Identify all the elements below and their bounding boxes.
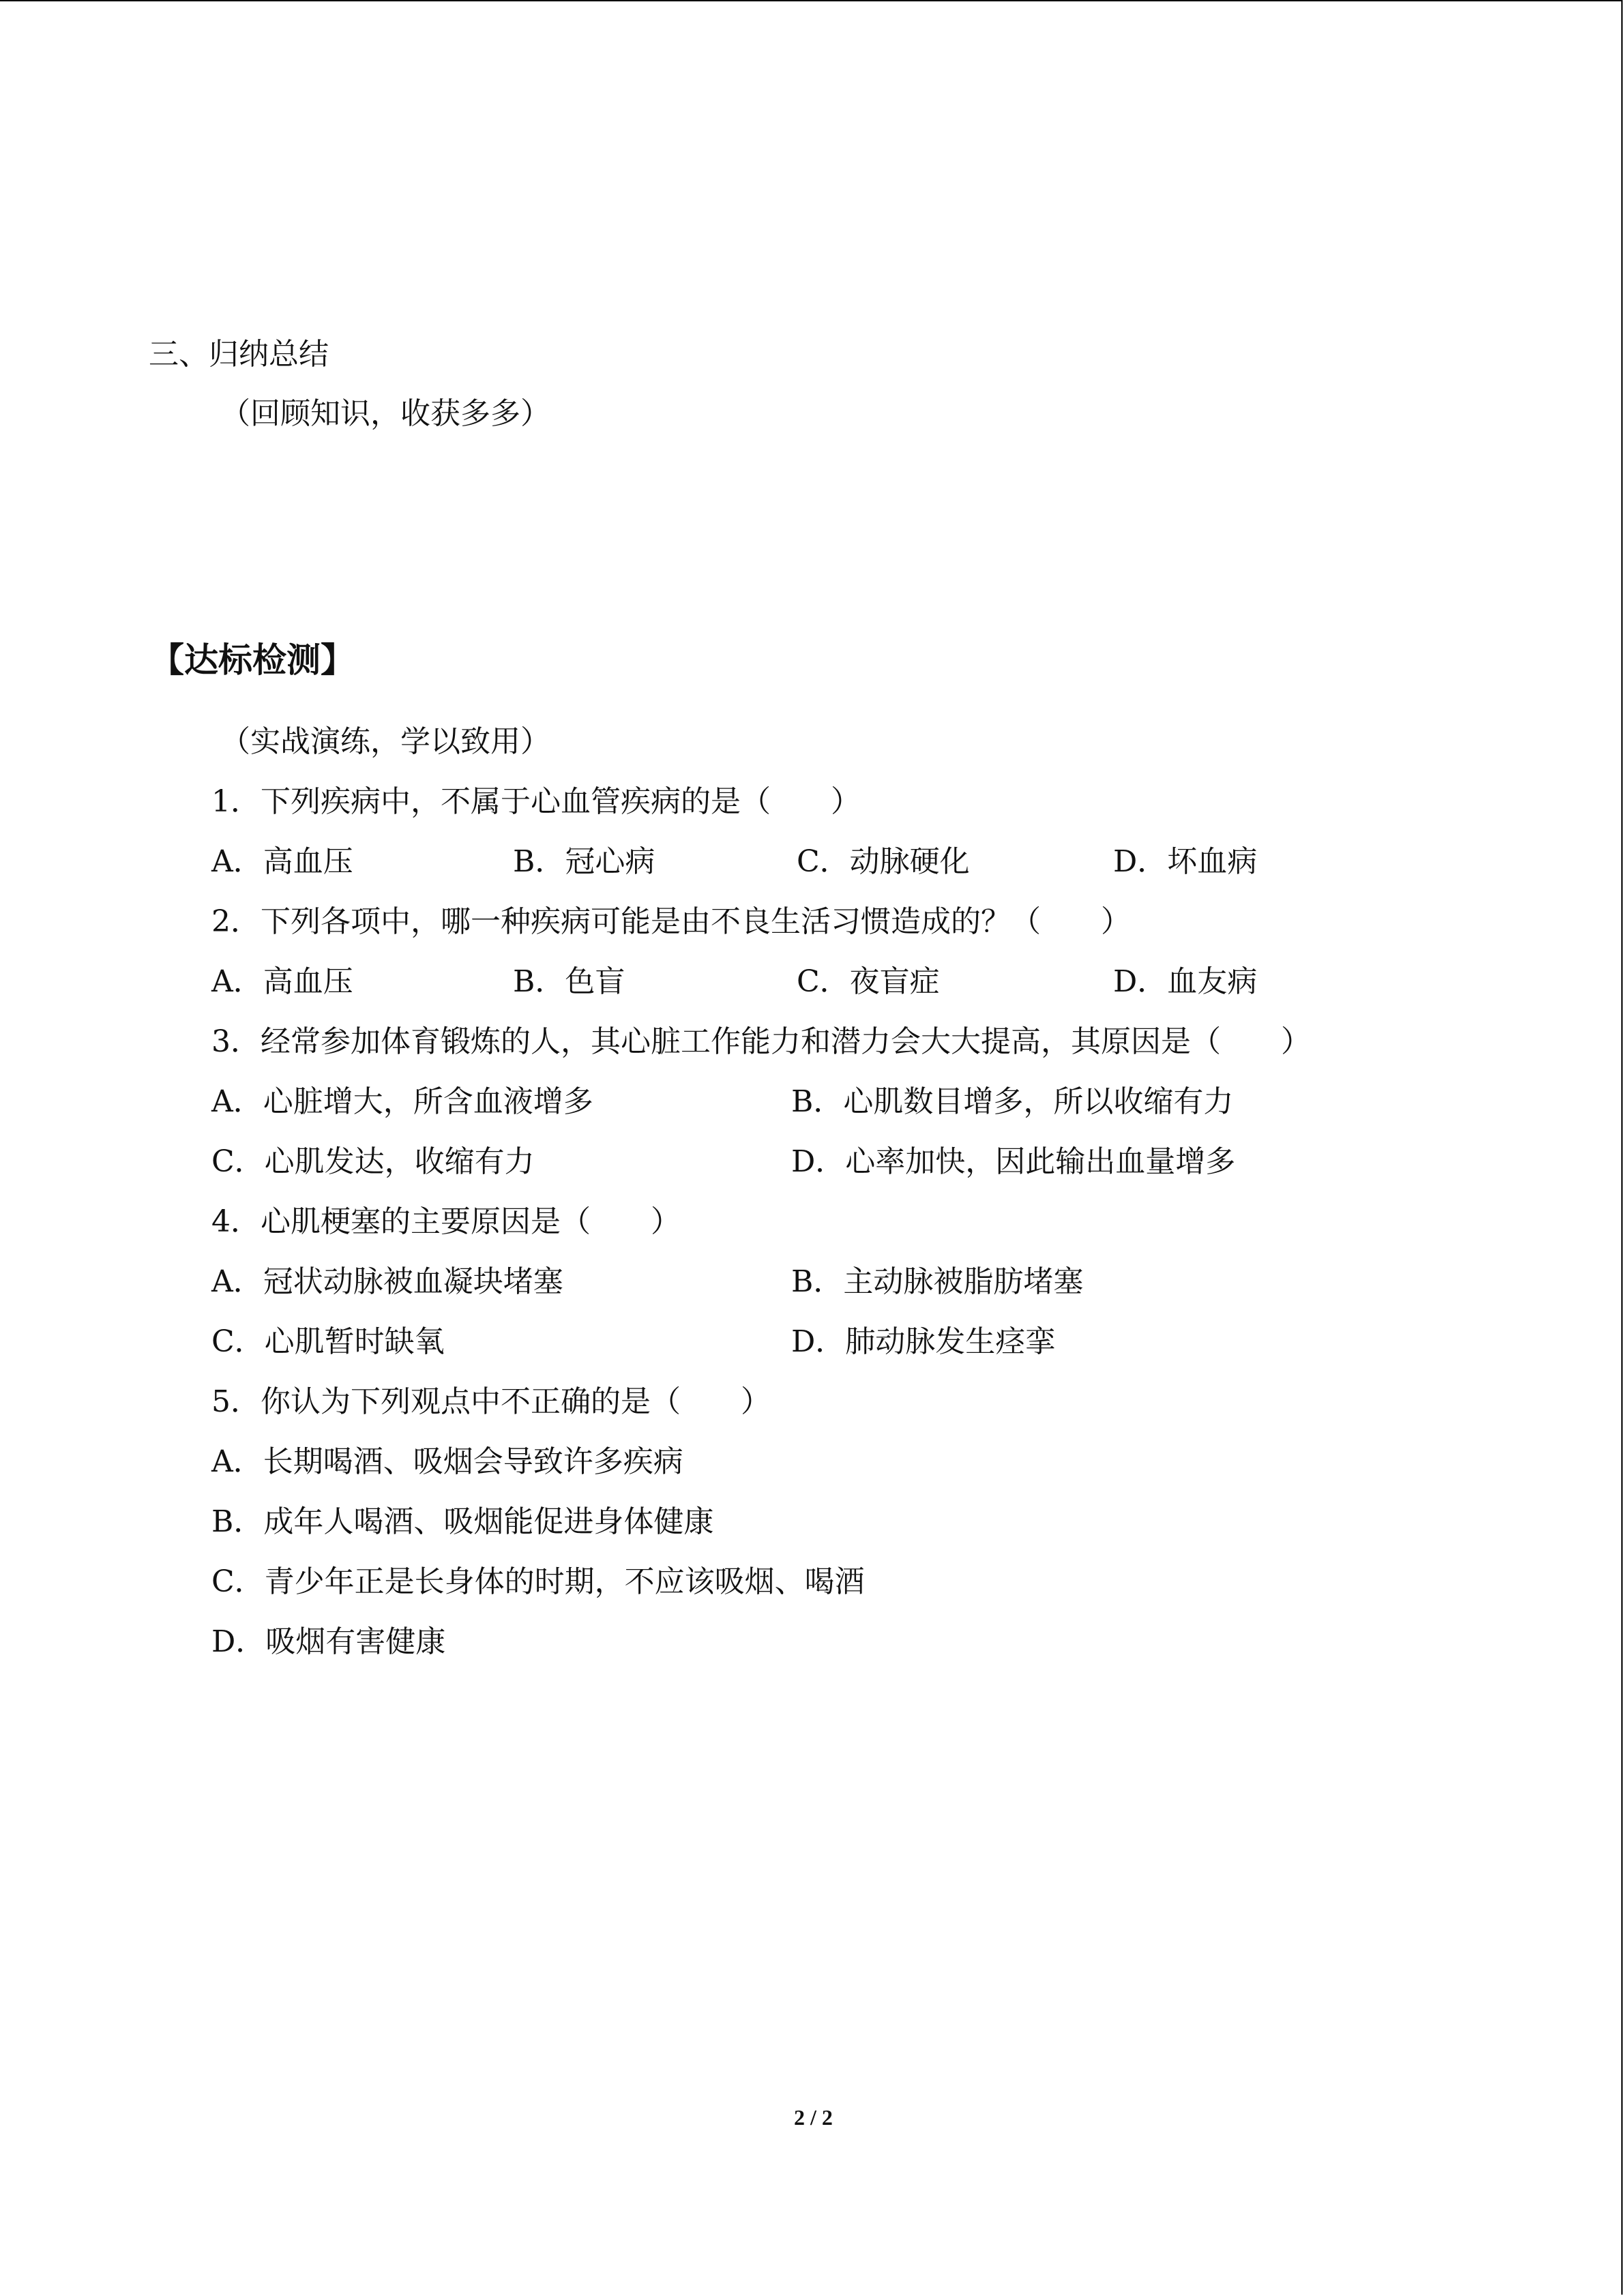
test-subtitle: （实战演练，学以致用） [220,724,550,759]
question-3-option-c: C．心肌发达，收缩有力 [211,1144,535,1179]
question-1-option-c: C．动脉硬化 [797,844,970,879]
question-2-option-c: C．夜盲症 [797,964,940,999]
section-title: 三、归纳总结 [149,337,329,372]
question-5-option-a: A．长期喝酒、吸烟会导致许多疾病 [211,1444,683,1479]
question-1-option-a: A．高血压 [211,844,353,879]
question-4-option-a: A．冠状动脉被血凝块堵塞 [211,1264,563,1299]
question-2-option-d: D．血友病 [1113,964,1258,999]
question-5-option-b: B．成年人喝酒、吸烟能促进身体健康 [211,1504,714,1539]
question-3-option-b: B．心肌数目增多，所以收缩有力 [791,1084,1234,1119]
page-number: 2 / 2 [794,2105,833,2130]
question-2-stem: 2．下列各项中，哪一种疾病可能是由不良生活习惯造成的？（ ） [211,904,1131,939]
question-3-option-d: D．心率加快，因此输出血量增多 [791,1144,1236,1179]
question-2-option-b: B．色盲 [513,964,625,999]
question-2-option-a: A．高血压 [211,964,353,999]
question-5-stem: 5．你认为下列观点中不正确的是（ ） [211,1384,771,1419]
question-3-stem: 3．经常参加体育锻炼的人，其心脏工作能力和潜力会大大提高，其原因是（ ） [211,1024,1311,1059]
question-5-option-d: D．吸烟有害健康 [211,1624,446,1659]
question-3-option-a: A．心脏增大，所含血液增多 [211,1084,593,1119]
question-4-option-b: B．主动脉被脂肪堵塞 [791,1264,1084,1299]
question-1-stem: 1．下列疾病中，不属于心血管疾病的是（ ） [211,784,861,819]
question-1-option-d: D．坏血病 [1113,844,1258,879]
test-heading: 【达标检测】 [150,640,355,680]
section-subtitle: （回顾知识，收获多多） [220,396,550,431]
question-4-option-c: C．心肌暂时缺氧 [211,1324,445,1359]
question-1-option-b: B．冠心病 [513,844,655,879]
question-5-option-c: C．青少年正是长身体的时期，不应该吸烟、喝酒 [211,1564,865,1599]
question-4-stem: 4．心肌梗塞的主要原因是（ ） [211,1204,681,1239]
question-4-option-d: D．肺动脉发生痉挛 [791,1324,1056,1359]
